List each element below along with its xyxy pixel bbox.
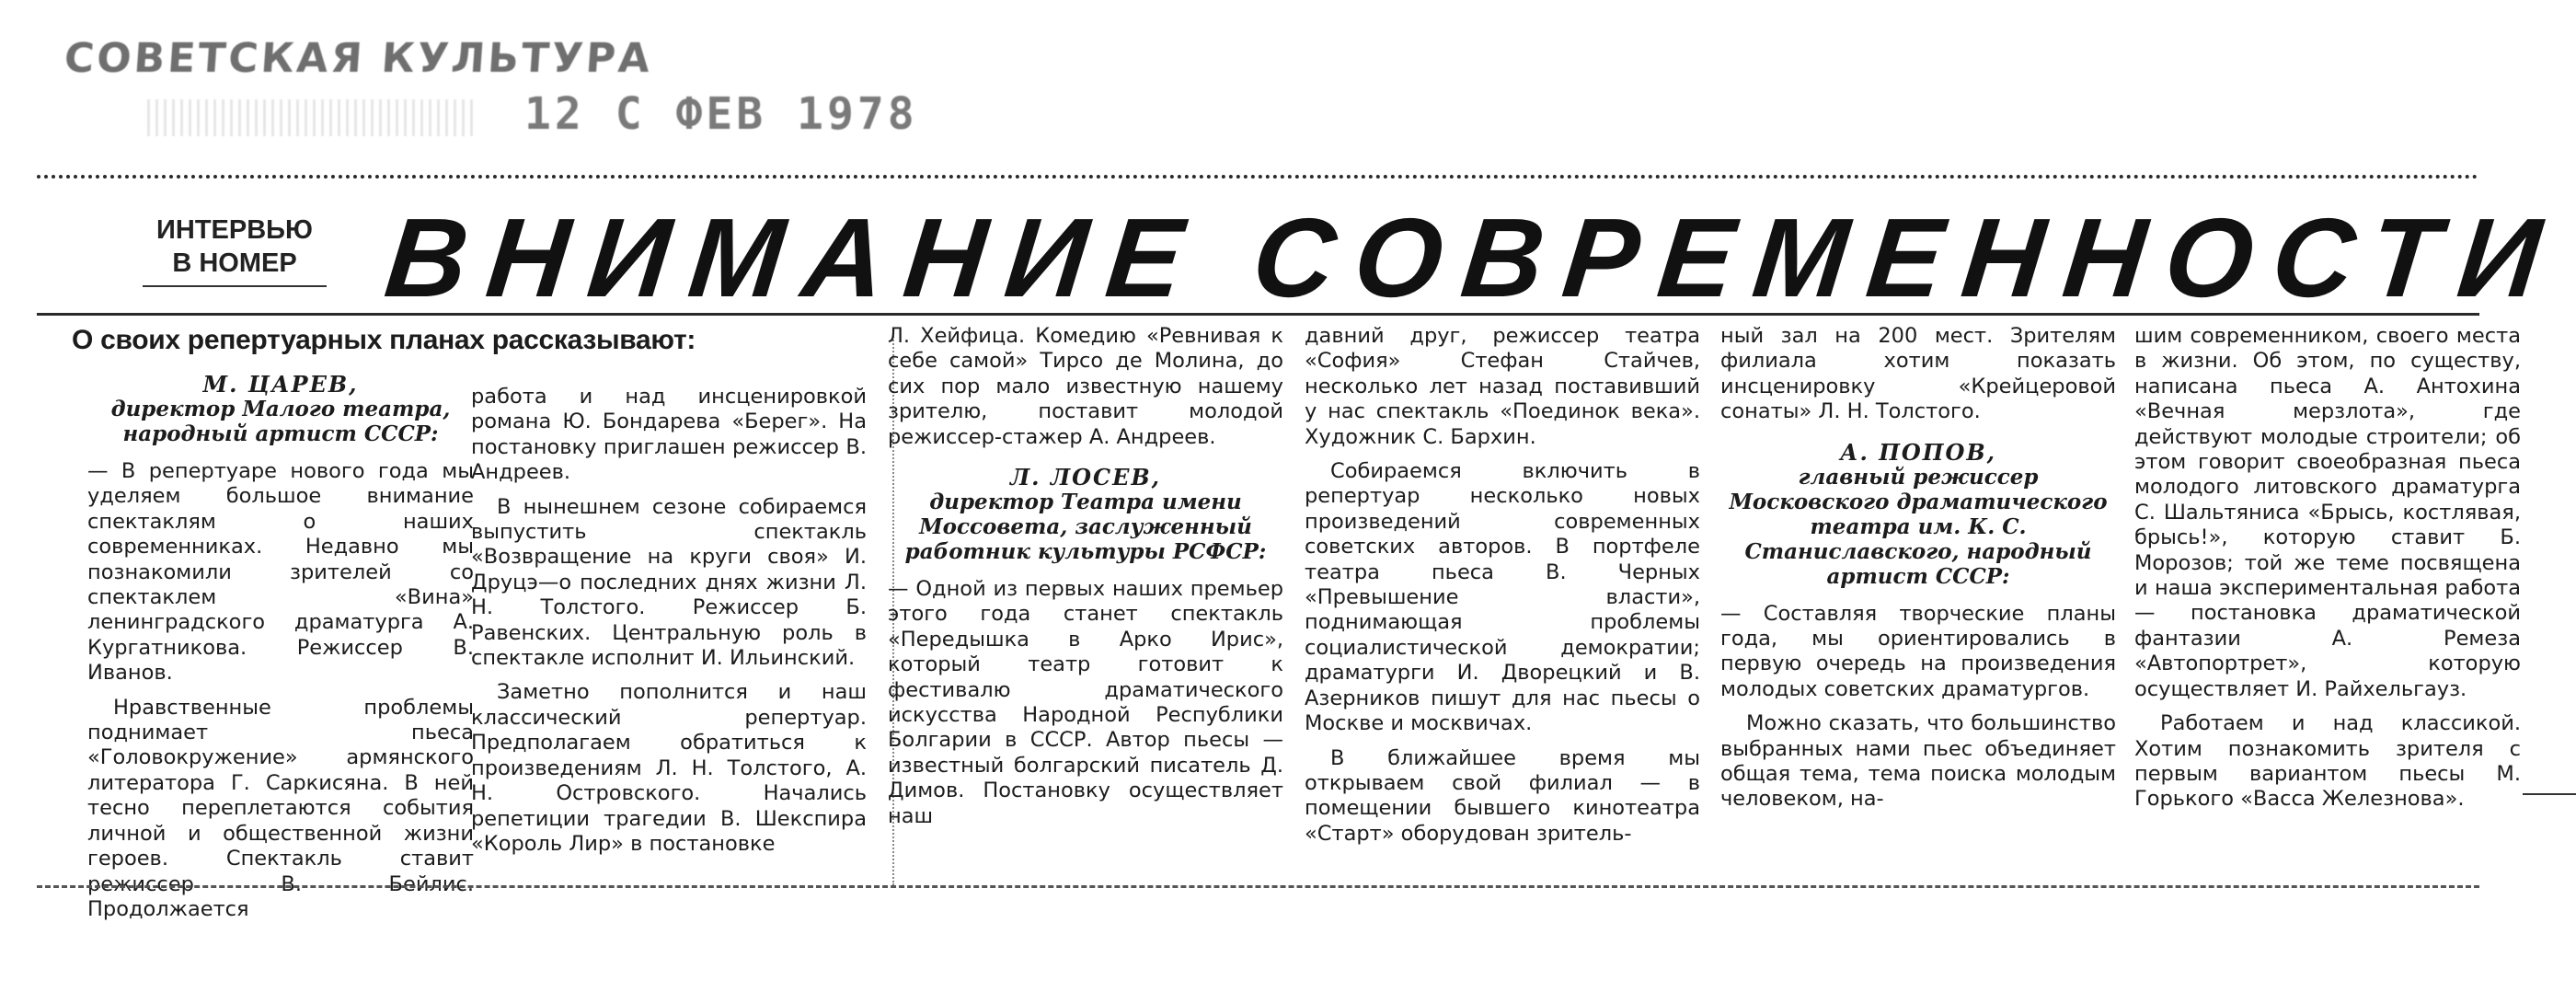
rubric-line-1: ИНТЕРВЬЮ — [156, 215, 313, 245]
paragraph: Можно сказать, что большинство выбранных нами пьес объединяет общая тема, тема поиска молодым человеком, на- — [1720, 711, 2116, 812]
paragraph: Заметно пополнится и наш классический репертуар. Предполагаем обратиться к произведениям Л. Н. Толстого, А. Н. Островского. Начались репетиции трагедии В. Шекспира «Король Лир» в постановке — [471, 680, 867, 856]
paragraph: Л. Хейфица. Комедию «Ревнивая к себе самой» Тирсо де Молина, до сих пор мало известную нашему зрителю, поставит молодой режиссер-стажер А. Андреев. — [888, 324, 1283, 449]
column-3 — [888, 324, 1283, 829]
byline-role: главный режиссер Московского драматического театра им. К. С. Станиславского, народный артист СССР: — [1729, 464, 2108, 589]
paragraph: В ближайшее время мы открываем свой филиал — в помещении бывшего кинотеатра «Старт» оборудован зритель- — [1305, 745, 1700, 846]
rubric — [143, 213, 327, 287]
byline-name: М. ЦАРЕВ, — [202, 371, 359, 398]
paragraph: — В репертуаре нового года мы уделяем большое внимание спектаклям о наших современниках. Недавно мы познакомили зрителей со спектаклем «Вина» ленинградского драматурга А. Кургатникова. Режиссер В. Иванов. — [87, 459, 474, 686]
article-headline: ВНИМАНИЕ СОВРЕМЕННОСТИ — [379, 195, 2567, 320]
heading-rule — [37, 313, 2479, 316]
top-dotted-rule — [37, 175, 2479, 179]
paragraph: — Одной из первых наших премьер этого года станет спектакль «Передышка в Арко Ирис», который театр готовит к фестивалю драматического искусства Народной Республики Болгарии в СССР. Автор пьесы — известный болгарский писатель Д. Димов. Постановку осуществляет наш — [888, 577, 1283, 828]
paragraph: — Составляя творческие планы года, мы ориентировались в первую очередь на произведения молодых советских драматургов. — [1720, 601, 2116, 701]
paragraph: Собираемся включить в репертуар несколько новых произведений современных советских авторов. В портфеле театра пьеса В. Черных «Превышение власти», поднимающая проблемы социалистической демократии; драматурги И. Дворецкий и В. Азерников пишут для нас пьесы о Москве и москвичах. — [1305, 459, 1700, 736]
paragraph: В нынешнем сезоне собираемся выпустить спектакль «Возвращение на круги своя» И. Друцэ—о последних днях жизни Л. Н. Толстого. Режиссер Б. Равенских. Центральную роль в спектакле исполнит И. Ильинский. — [471, 494, 867, 671]
byline-role: директор Малого театра, народный артист СССР: — [110, 397, 451, 446]
column-4 — [1305, 324, 1700, 847]
margin-mark — [2523, 793, 2576, 795]
paragraph: ный зал на 200 мест. Зрителям филиала хотим показать инсценировку «Крейцеровой сонаты» Л. Н. Толстого. — [1720, 324, 2116, 424]
byline-role: директор Театра имени Моссовета, заслуженный работник культуры РСФСР: — [904, 490, 1267, 565]
paragraph: Нравственные проблемы поднимает пьеса «Головокружение» армянского литератора Г. Саркисяна. В ней тесно переплетаются события личной и общественной жизни героев. Спектакль ставит режиссер В. Бейлис. Продолжается — [87, 695, 474, 921]
stamp-newspaper-name: СОВЕТСКАЯ КУЛЬТУРА — [63, 35, 654, 82]
byline-losev — [888, 465, 1283, 564]
archive-stamp — [63, 35, 918, 145]
paragraph: работа и над инсценировкой романа Ю. Бондарева «Берег». На постановку приглашен режиссер В. Андреев. — [471, 385, 867, 485]
rubric-line-2: В НОМЕР — [172, 248, 297, 278]
bottom-dashed-rule — [37, 885, 2479, 888]
column-5 — [1720, 324, 2116, 813]
rubric-underline — [143, 285, 327, 287]
byline-name: А. ПОПОВ, — [1839, 438, 1997, 466]
paragraph: шим современником, своего места в жизни. Об этом, по существу, написана пьеса А. Антохина «Вечная мерзлота», где действуют молодые строители; об этом говорит своеобразная пьеса молодого литовского драматурга С. Шальтяниса «Брысь, костлявая, брысь!», которую ставит Б. Морозов; той же теме посвящена и наша экспериментальная работа — постановка драматической фантазии А. Ремеза «Автопортрет», которую осуществляет И. Райхельгауз. — [2134, 324, 2521, 701]
byline-tsarev — [87, 372, 474, 446]
paragraph: Работаем и над классикой. Хотим познакомить зрителя с первым вариантом пьесы М. Горького «Васса Железнова». — [2134, 711, 2521, 812]
byline-name: Л. ЛОСЕВ, — [1009, 464, 1162, 491]
paragraph: давний друг, режиссер театра «София» Стефан Стайчев, несколько лет назад поставивший у нас спектакль «Поединок века». Художник С. Бархин. — [1305, 324, 1700, 449]
stamp-smudge — [147, 99, 478, 136]
column-2 — [471, 385, 867, 857]
stamp-date: 12 С ФЕВ 1978 — [524, 88, 918, 140]
column-6 — [2134, 324, 2521, 813]
byline-popov — [1720, 440, 2116, 589]
article-lead: О своих репертуарных планах рассказывают: — [72, 325, 696, 355]
